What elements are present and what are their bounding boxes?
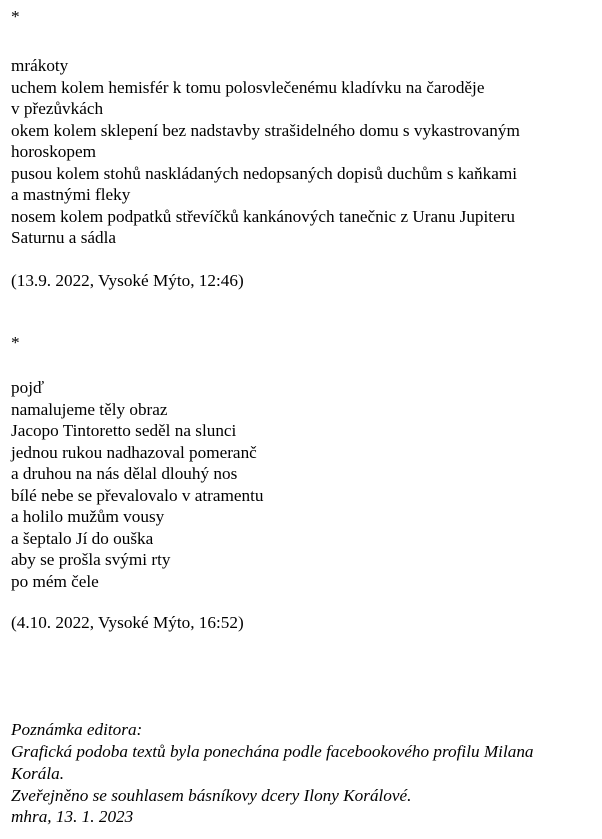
editor-note-line: Zveřejněno se souhlasem básníkovy dcery Ilony Korálové.	[11, 786, 412, 805]
poem-line: a druhou na nás dělal dlouhý nos	[11, 464, 238, 483]
section-marker: *	[11, 7, 20, 26]
poem-line: nosem kolem podpatků střevíčků kankánových tanečnic z Uranu Jupiteru	[11, 207, 516, 226]
poem-line: Jacopo Tintoretto seděl na slunci	[11, 421, 237, 440]
poem-line: po mém čele	[11, 572, 99, 591]
poem-line: v přezůvkách	[11, 99, 104, 118]
editor-note-heading: Poznámka editora:	[11, 720, 143, 739]
poem-line: bílé nebe se převalovalo v atramentu	[11, 486, 264, 505]
poem-line: a mastnými fleky	[11, 185, 131, 204]
poem-line: okem kolem sklepení bez nadstavby strašidelného domu s vykastrovaným	[11, 121, 520, 140]
poem-dateline: (4.10. 2022, Vysoké Mýto, 16:52)	[11, 613, 244, 632]
poem-line: a holilo mužům vousy	[11, 507, 165, 526]
editor-note-line: Grafická podoba textů byla ponechána podle facebookového profilu Milana	[11, 742, 534, 761]
poem-line: horoskopem	[11, 142, 96, 161]
editor-note-signature: mhra, 13. 1. 2023	[11, 807, 134, 826]
poem-line: jednou rukou nadhazoval pomeranč	[11, 443, 257, 462]
poem-line: aby se prošla svými rty	[11, 550, 171, 569]
poem-line: uchem kolem hemisfér k tomu polosvlečenému kladívku na čaroděje	[11, 78, 485, 97]
poem-line: pusou kolem stohů naskládaných nedopsaných dopisů duchům s kaňkami	[11, 164, 517, 183]
poem-line: a šeptalo Jí do ouška	[11, 529, 154, 548]
editor-note-line: Korála.	[11, 764, 65, 783]
poem-dateline: (13.9. 2022, Vysoké Mýto, 12:46)	[11, 271, 244, 290]
poem-line: Saturnu a sádla	[11, 228, 117, 247]
poem-line: mrákoty	[11, 56, 69, 75]
poem-line: namalujeme těly obraz	[11, 400, 168, 419]
section-marker: *	[11, 333, 20, 352]
poem-line: pojď	[11, 378, 45, 397]
